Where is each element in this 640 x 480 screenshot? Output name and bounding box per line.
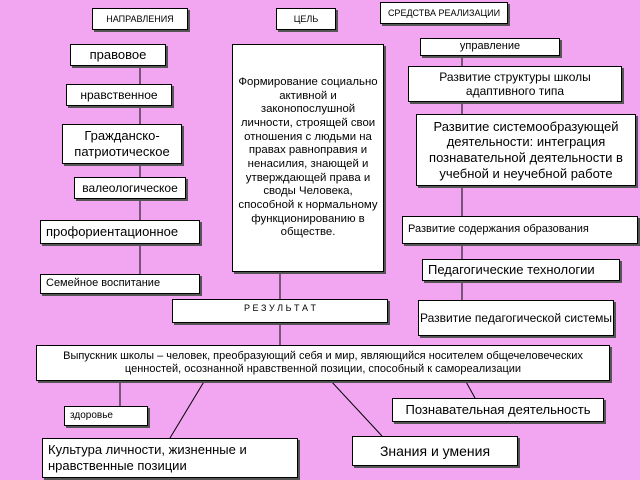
- direction-health: валеологическое: [74, 177, 186, 199]
- means-management: управление: [420, 38, 560, 56]
- means-pedagogical-system: Развитие педагогической системы: [418, 300, 614, 336]
- direction-moral: нравственное: [66, 84, 172, 106]
- direction-legal: правовое: [70, 44, 166, 66]
- outcome-knowledge-skills: Знания и умения: [352, 436, 518, 466]
- direction-family: Семейное воспитание: [40, 274, 200, 294]
- means-school-structure: Развитие структуры школы адаптивного типа: [408, 66, 622, 102]
- outcome-cognitive-activity: Познавательная деятельность: [392, 398, 604, 422]
- means-system-activity: Развитие системообразующей деятельности: интеграция познавательной деятельности в учебной и неучебной работе: [416, 114, 636, 186]
- result-label: Р Е З У Л Ь Т А Т: [172, 299, 388, 323]
- goal-description: Формирование социально активной и законопослушной личности, строящей свои отношения с людьми на правах равноправия и ненасилия, знающей и утверждающей права и своды Человека, способной к нормальному функционированию в обществе.: [232, 44, 384, 272]
- graduate-description: Выпускник школы – человек, преобразующий себя и мир, являющийся носителем общечеловеческих ценностей, осознанной нравственной позиции, способный к самореализации: [36, 345, 610, 381]
- header-means: СРЕДСТВА РЕАЛИЗАЦИИ: [380, 2, 508, 24]
- direction-civic-patriotic: Гражданско-патриотическое: [62, 124, 182, 164]
- means-pedagogical-technologies: Педагогические технологии: [422, 259, 620, 281]
- outcome-personal-culture: Культура личности, жизненные и нравственные позиции: [42, 438, 298, 478]
- means-education-content: Развитие содержания образования: [402, 216, 638, 244]
- header-directions: НАПРАВЛЕНИЯ: [92, 8, 188, 30]
- header-goal: ЦЕЛЬ: [276, 8, 336, 30]
- direction-career: профориентационное: [40, 220, 200, 244]
- outcome-health: здоровье: [64, 406, 148, 426]
